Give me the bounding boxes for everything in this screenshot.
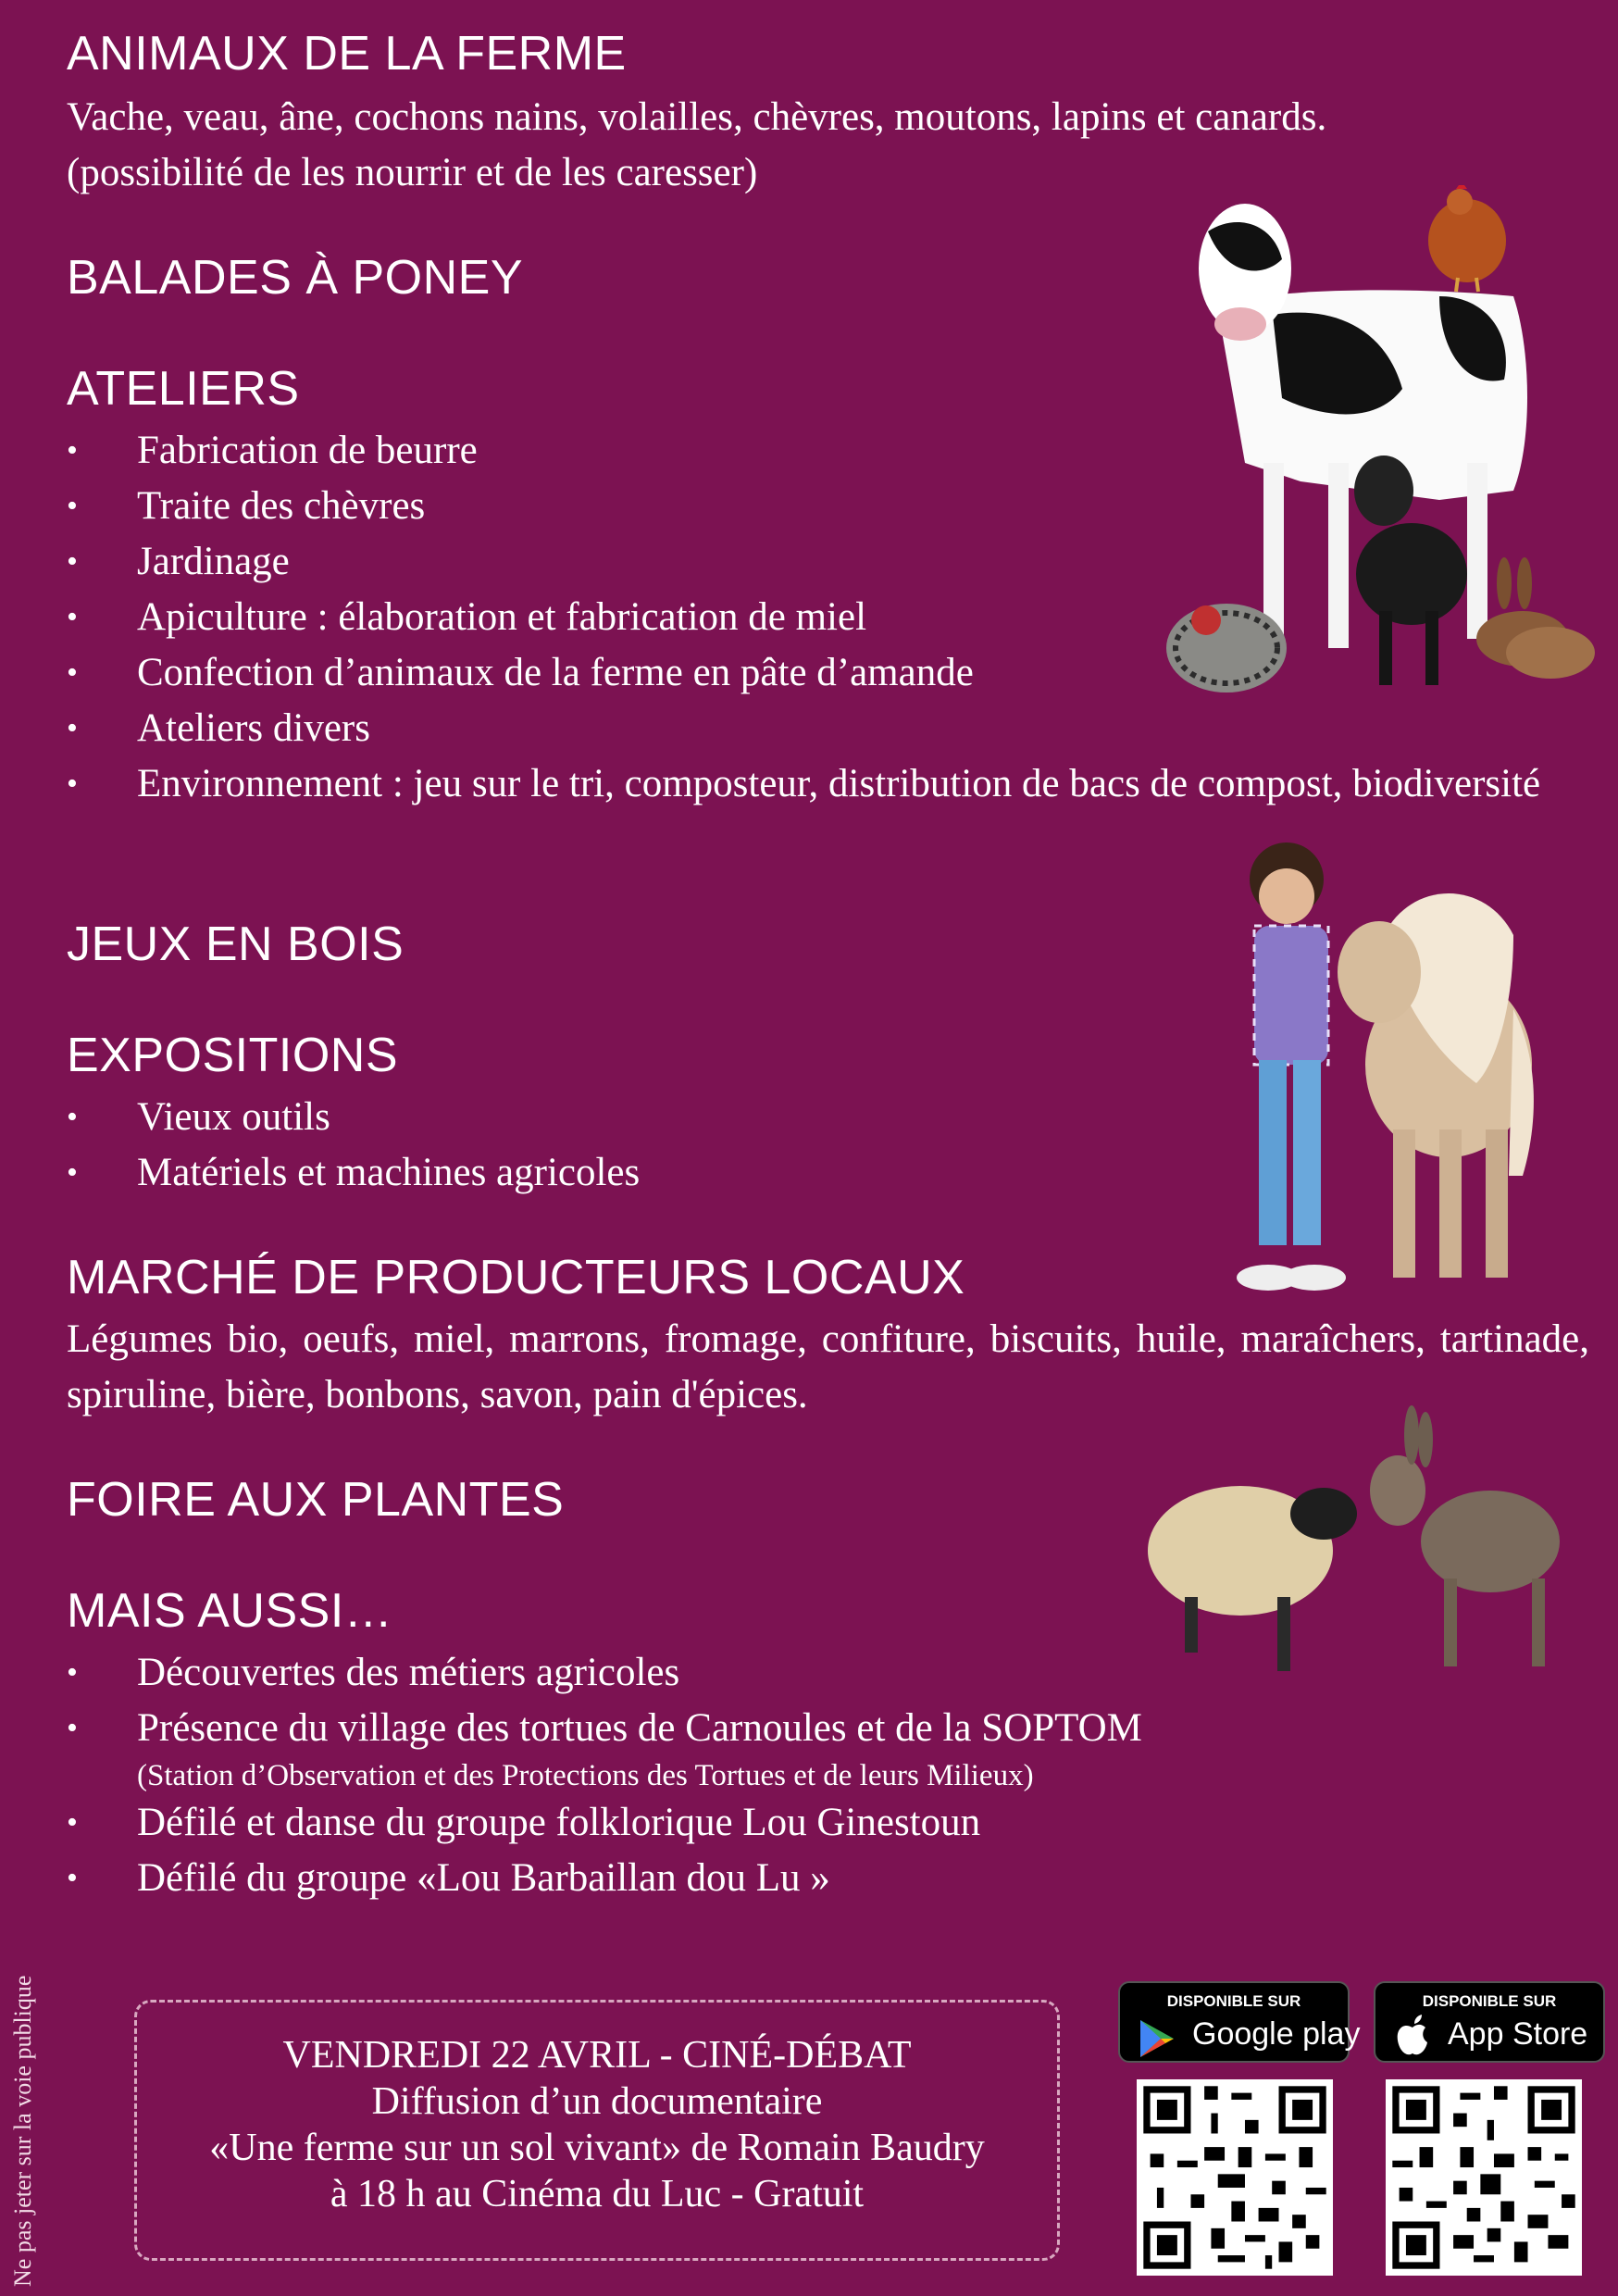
list-item: • Environnement : jeu sur le tri, composteur, distribution de bacs de compost, biodiversité [67,756,1589,812]
list-item: • Jardinage [67,534,1594,590]
heading-expositions: EXPOSITIONS [67,1029,399,1082]
litter-note: Ne pas jeter sur la voie publique [9,1975,36,2287]
list-item: • Découvertes des métiers agricoles [67,1645,1594,1701]
list-item: • Fabrication de beurre [67,423,1594,479]
event-film: «Une ferme sur un sol vivant» de Romain Baudry [209,2127,985,2169]
heading-balades: BALADES À PONEY [67,251,524,305]
list-item: • Vieux outils [67,1090,1594,1145]
sheep-icon [1148,1486,1357,1671]
app-store-small-label: DISPONIBLE SUR [1422,1992,1557,2010]
girl-and-pony-image [1217,824,1555,1305]
mais-aussi-list [67,1645,1594,1906]
rabbits-icon [1476,557,1595,679]
event-title: VENDREDI 22 AVRIL - CINÉ-DÉBAT [282,2034,912,2077]
app-store-badge[interactable] [1374,1981,1605,2063]
event-time-place: à 18 h au Cinéma du Luc - Gratuit [330,2173,865,2215]
speckled-hen-icon [1166,604,1287,693]
list-item: • Confection d’animaux de la ferme en pâte d’amande [67,645,1594,701]
list-item: • Ateliers divers [67,701,1594,756]
animaux-note: (possibilité de les nourrir et de les caresser) [67,151,758,194]
heading-mais-aussi: MAIS AUSSI… [67,1584,393,1638]
heading-animaux: ANIMAUX DE LA FERME [67,27,627,81]
google-play-icon [1137,2018,1177,2059]
heading-foire: FOIRE AUX PLANTES [67,1473,565,1527]
list-item: • Défilé et danse du groupe folklorique Lou Ginestoun [67,1795,1594,1851]
list-item [67,1701,1594,1795]
google-play-badge[interactable] [1118,1981,1361,2063]
sheep-and-donkey-image [1148,1403,1597,1671]
girl-icon [1237,842,1346,1291]
google-play-qr-code[interactable] [1137,2079,1333,2276]
list-item-text: Présence du village des tortues de Carnoules et de la SOPTOM [137,1706,1142,1750]
marche-products: Légumes bio, oeufs, miel, marrons, fromage, confiture, biscuits, huile, maraîchers, tartinade, spiruline, bière, bonbons, savon, pain d'épices. [67,1317,1589,1416]
list-item: • Matériels et machines agricoles [67,1145,1594,1201]
google-play-small-label: DISPONIBLE SUR [1166,1992,1301,2010]
list-item: • Traite des chèvres [67,479,1594,534]
apple-icon [1394,2015,1431,2059]
animaux-description: Vache, veau, âne, cochons nains, volailles, chèvres, moutons, lapins et canards. [67,95,1327,139]
heading-ateliers: ATELIERS [67,362,300,416]
app-store-qr-code[interactable] [1386,2079,1582,2276]
app-store-label: App Store [1448,2016,1588,2052]
farm-animals-group-image [1162,185,1597,704]
list-item-subtext: (Station d’Observation et des Protections des Tortues et de leurs Milieux) [137,1759,1034,1792]
list-item: • Défilé du groupe «Lou Barbaillan dou Lu » [67,1851,1594,1906]
list-item: • Apiculture : élaboration et fabrication de miel [67,590,1594,645]
event-subtitle: Diffusion d’un documentaire [371,2080,823,2123]
hen-icon [1428,185,1506,292]
donkey-icon [1370,1405,1560,1666]
event-box [134,2000,1060,2261]
pony-icon [1338,893,1534,1278]
google-play-label: Google play [1192,2016,1361,2052]
heading-jeux: JEUX EN BOIS [67,917,404,971]
heading-marche: MARCHÉ DE PRODUCTEURS LOCAUX [67,1251,965,1304]
